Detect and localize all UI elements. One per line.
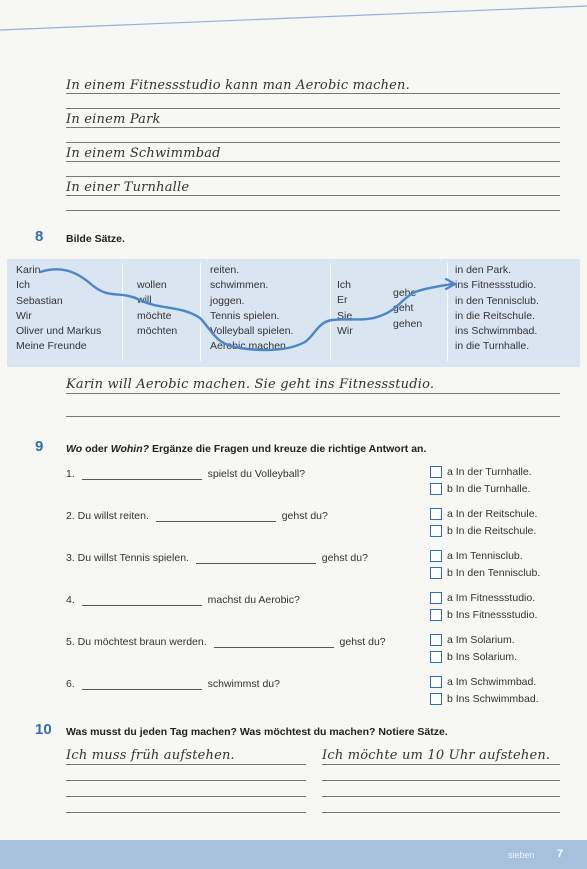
writing-rule [322,812,560,813]
question-suffix: machst du Aerobic? [207,594,300,606]
answer-blank[interactable] [82,679,202,690]
answer-blank[interactable] [82,595,202,606]
question-2 [66,510,328,522]
handwritten-line: In einer Turnhalle [66,180,190,195]
answer-blank[interactable] [196,553,316,564]
pronoun-item: Wir [337,324,353,337]
answer-blank[interactable] [214,637,334,648]
exercise-8-title: Bilde Sätze. [66,233,125,245]
activity-item: joggen. [210,294,245,307]
question-prefix: 1. [66,468,75,480]
option-1a: a In der Turnhalle. [447,466,532,478]
checkbox-4b[interactable] [430,609,442,621]
subject-item: Wir [16,309,32,322]
checkbox-5a[interactable] [430,634,442,646]
option-6b: b Ins Schwimmbad. [447,693,539,705]
writing-rule [66,393,560,394]
option-6a: a Im Schwimmbad. [447,676,537,688]
question-prefix: 2. Du willst reiten. [66,510,149,522]
place-item: ins Schwimmbad. [455,325,538,338]
modal-item: möchte [137,309,172,322]
title-rest: Ergänze die Fragen und kreuze die richtige Antwort an. [151,443,427,455]
question-3 [66,552,368,564]
exercise-10-right-answer: Ich möchte um 10 Uhr aufstehen. [322,748,551,763]
modal-item: möchten [137,324,178,337]
writing-rule [66,780,306,781]
exercise-9-title [66,443,426,455]
question-4 [66,594,300,606]
writing-rule [322,796,560,797]
subject-item: Ich [16,279,31,292]
title-oder: oder [85,443,108,455]
checkbox-6b[interactable] [430,693,442,705]
option-1b: b In die Turnhalle. [447,483,531,495]
question-suffix: schwimmst du? [207,678,280,690]
writing-rule [66,812,306,813]
option-2b: b In die Reitschule. [447,525,537,537]
title-wohin: Wohin? [110,443,150,455]
modal-item: will [137,294,152,307]
checkbox-3a[interactable] [430,550,442,562]
option-5b: b Ins Solarium. [447,651,518,663]
question-prefix: 6. [66,678,75,690]
checkbox-2b[interactable] [430,525,442,537]
place-item: in den Tennisclub. [455,294,539,307]
option-3a: a Im Tennisclub. [447,550,523,562]
activity-item: schwimmen. [210,279,269,292]
subject-item: Sebastian [16,294,63,307]
page-number: 7 [557,848,564,860]
question-prefix: 3. Du willst Tennis spielen. [66,552,189,564]
checkbox-2a[interactable] [430,508,442,520]
writing-rule [66,764,306,765]
question-suffix: gehst du? [339,636,386,648]
writing-rule [66,416,560,417]
handwritten-line: In einem Fitnessstudio kann man Aerobic machen. [66,78,410,93]
place-item: in die Turnhalle. [455,340,530,353]
activity-item: Aerobic machen. [210,340,289,353]
answer-blank[interactable] [82,469,202,480]
question-suffix: gehst du? [281,510,328,522]
activity-item: reiten. [210,264,240,276]
title-wo: Wo [66,443,83,455]
pronoun-item: Ich [337,279,352,291]
exercise-8-number: 8 [35,228,44,245]
handwritten-line: In einem Park [66,112,161,127]
option-3b: b In den Tennisclub. [447,567,541,579]
writing-rule [322,780,560,781]
page-footer [0,840,587,869]
exercise-10-title: Was musst du jeden Tag machen? Was möchtest du machen? Notiere Sätze. [66,726,448,738]
modal-item: wollen [137,279,167,291]
question-1 [66,468,305,480]
place-item: ins Fitnessstudio. [455,279,537,292]
pronoun-item: Er [337,294,348,307]
checkbox-4a[interactable] [430,592,442,604]
checkbox-6a[interactable] [430,676,442,688]
option-2a: a In der Reitschule. [447,508,538,520]
handwritten-line: In einem Schwimmbad [66,146,221,161]
option-4a: a Im Fitnessstudio. [447,592,536,604]
writing-rule [322,764,560,765]
place-item: in die Reitschule. [455,309,535,322]
place-item: in den Park. [455,264,512,276]
checkbox-1b[interactable] [430,483,442,495]
option-4b: b Ins Fitnessstudio. [447,609,538,621]
activity-item: Tennis spielen. [210,309,280,322]
writing-rule [66,796,306,797]
subject-item: Karin [16,264,41,276]
checkbox-5b[interactable] [430,651,442,663]
verb-item: gehe [393,287,417,299]
exercise-9-number: 9 [35,438,44,455]
question-5 [66,636,386,648]
exercise-10-number: 10 [35,721,52,738]
exercise-8-answer: Karin will Aerobic machen. Sie geht ins Fitnessstudio. [66,377,435,392]
checkbox-1a[interactable] [430,466,442,478]
verb-item: geht [393,302,414,315]
checkbox-3b[interactable] [430,567,442,579]
subject-item: Oliver und Markus [16,325,102,338]
question-prefix: 5. Du möchtest braun werden. [66,636,207,648]
pronoun-item: Sie [337,309,353,322]
question-6 [66,678,280,690]
verb-item: gehen [393,317,423,330]
subject-item: Meine Freunde [16,340,87,353]
page-number-word: sieben [508,850,535,860]
answer-blank[interactable] [156,511,276,522]
activity-item: Volleyball spielen. [210,325,294,338]
question-suffix: spielst du Volleyball? [207,468,306,480]
exercise-10-left-answer: Ich muss früh aufstehen. [66,748,235,763]
question-prefix: 4. [66,594,75,606]
question-suffix: gehst du? [321,552,368,564]
option-5a: a Im Solarium. [447,634,515,646]
